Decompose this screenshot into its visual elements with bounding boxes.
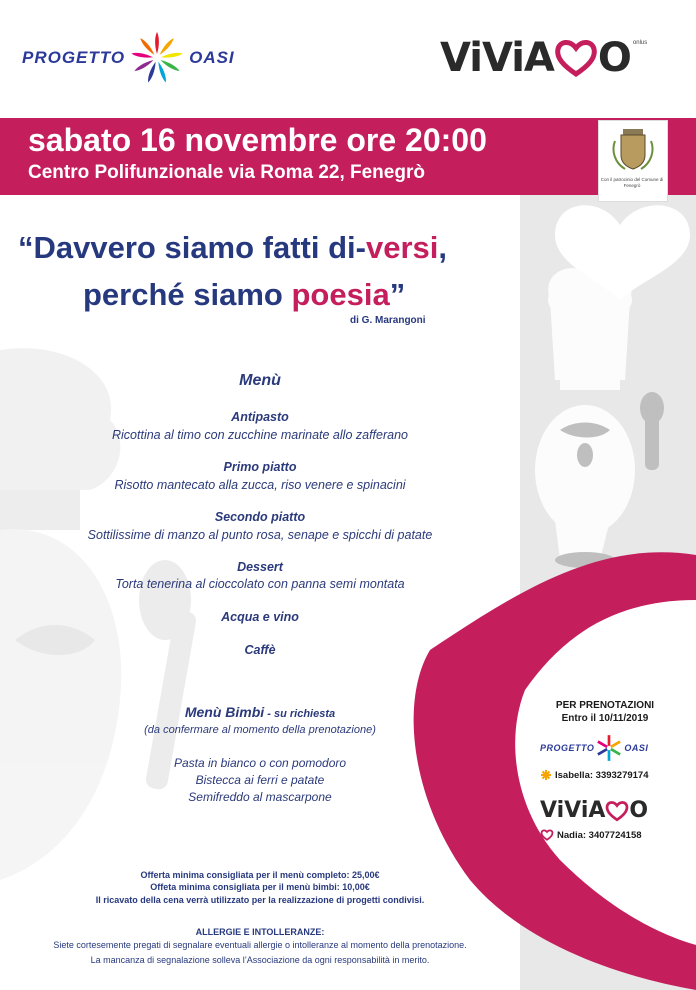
offerta-line: Offerta minima consigliata per il menù completo: 25,00€ (140, 870, 380, 880)
quote-part: “Davvero siamo fatti di- (18, 230, 366, 265)
contact-nadia (540, 829, 642, 841)
heart-icon (605, 800, 629, 822)
bimbi-title-text: Menù Bimbi (184, 704, 265, 720)
bimbi-item: Pasta in bianco o con pomodoro (173, 756, 347, 770)
contact-phone: Isabella: 3393279174 (555, 769, 649, 781)
viviamo-text-left: ViViA (440, 35, 554, 81)
menu-section-name: Primo piatto (223, 460, 297, 474)
prenotazioni-deadline: Entro il 10/11/2019 (561, 713, 649, 724)
viviamo-text-right: O (597, 35, 631, 81)
logo-word-oasi: OASI (624, 743, 649, 753)
menu-section-name: Dessert (237, 560, 283, 574)
bimbi-note: - su richiesta (264, 708, 336, 720)
bimbi-subtitle: (da confermare al momento della prenotazione) (144, 724, 376, 736)
offerta-line: Offeta minima consigliata per il menù bimbi: 10,00€ (150, 882, 370, 892)
flower-icon (129, 30, 185, 86)
event-date: sabato 16 novembre ore 20:00 (28, 122, 487, 158)
contact-phone: Nadia: 3407724158 (557, 829, 642, 841)
quote-part: ” (389, 277, 406, 312)
quote-part: , (438, 230, 448, 265)
quote-part: perché siamo (83, 277, 292, 312)
prenotazioni-title: PER PRENOTAZIONI (555, 700, 655, 711)
logo-word-progetto: PROGETTO (540, 743, 595, 753)
event-location: Centro Polifunzionale via Roma 22, Fenegrò (28, 162, 425, 183)
offerta-line: Il ricavato della cena verrà utilizzato per la realizzazione di progetti condivisi. (95, 895, 425, 905)
contact-isabella (540, 769, 649, 781)
allergie-line: La mancanza di segnalazione solleva l’Associazione da ogni responsabilità in merito. (90, 955, 430, 965)
bimbi-title (0, 704, 520, 720)
heart-icon (540, 829, 554, 841)
allergie-line: Siete cortesemente pregati di segnalare eventuali allergie o intolleranze al momento della prenotazione. (53, 940, 467, 950)
menu-section-item: Risotto mantecato alla zucca, riso venere e spinacini (114, 478, 406, 492)
menu-section-name: Caffè (244, 643, 276, 657)
heart-icon (554, 38, 598, 78)
menu-section-item: Sottilissime di manzo al punto rosa, senape e spicchi di patate (87, 528, 433, 542)
quote-highlight-poesia: poesia (291, 277, 390, 312)
menu-section-item: Ricottina al timo con zucchine marinate allo zafferano (112, 428, 408, 442)
menu-section-name: Acqua e vino (221, 610, 299, 624)
bimbi-item: Bistecca ai ferri e patate (195, 773, 325, 787)
viviamo-text-right: O (629, 798, 649, 823)
flower-icon (594, 733, 624, 763)
quote-line-1 (18, 230, 518, 266)
prenotazioni-block (530, 699, 680, 725)
viviamo-logo (440, 28, 680, 88)
menu-section-name: Secondo piatto (214, 510, 306, 524)
coat-of-arms-icon (599, 121, 667, 177)
viviamo-logo-small (540, 798, 648, 823)
menu-title: Menù (239, 372, 281, 389)
allergie-title: ALLERGIE E INTOLLERANZE: (195, 927, 325, 937)
viviamo-onlus: onlus (632, 40, 648, 46)
viviamo-text-left: ViViA (540, 798, 606, 823)
logo-word-progetto: PROGETTO (22, 48, 126, 67)
patronage-box (598, 120, 668, 202)
menu-section-name: Antipasto (231, 410, 289, 424)
progetto-oasi-logo-small (540, 733, 680, 763)
quote-line-2 (83, 277, 405, 313)
menu-section-item: Torta tenerina al cioccolato con panna semi montata (115, 577, 405, 591)
logo-word-oasi: OASI (189, 48, 235, 67)
quote-author: di G. Marangoni (350, 315, 426, 326)
chef-right-illustration (535, 265, 664, 568)
small-flower-icon (540, 769, 552, 781)
patronage-caption: Con il patrocinio del Comune di Fenegrò (600, 177, 664, 188)
quote-highlight-versi: versi (365, 230, 439, 265)
progetto-oasi-logo (22, 30, 262, 86)
bimbi-item: Semifreddo al mascarpone (188, 790, 332, 804)
